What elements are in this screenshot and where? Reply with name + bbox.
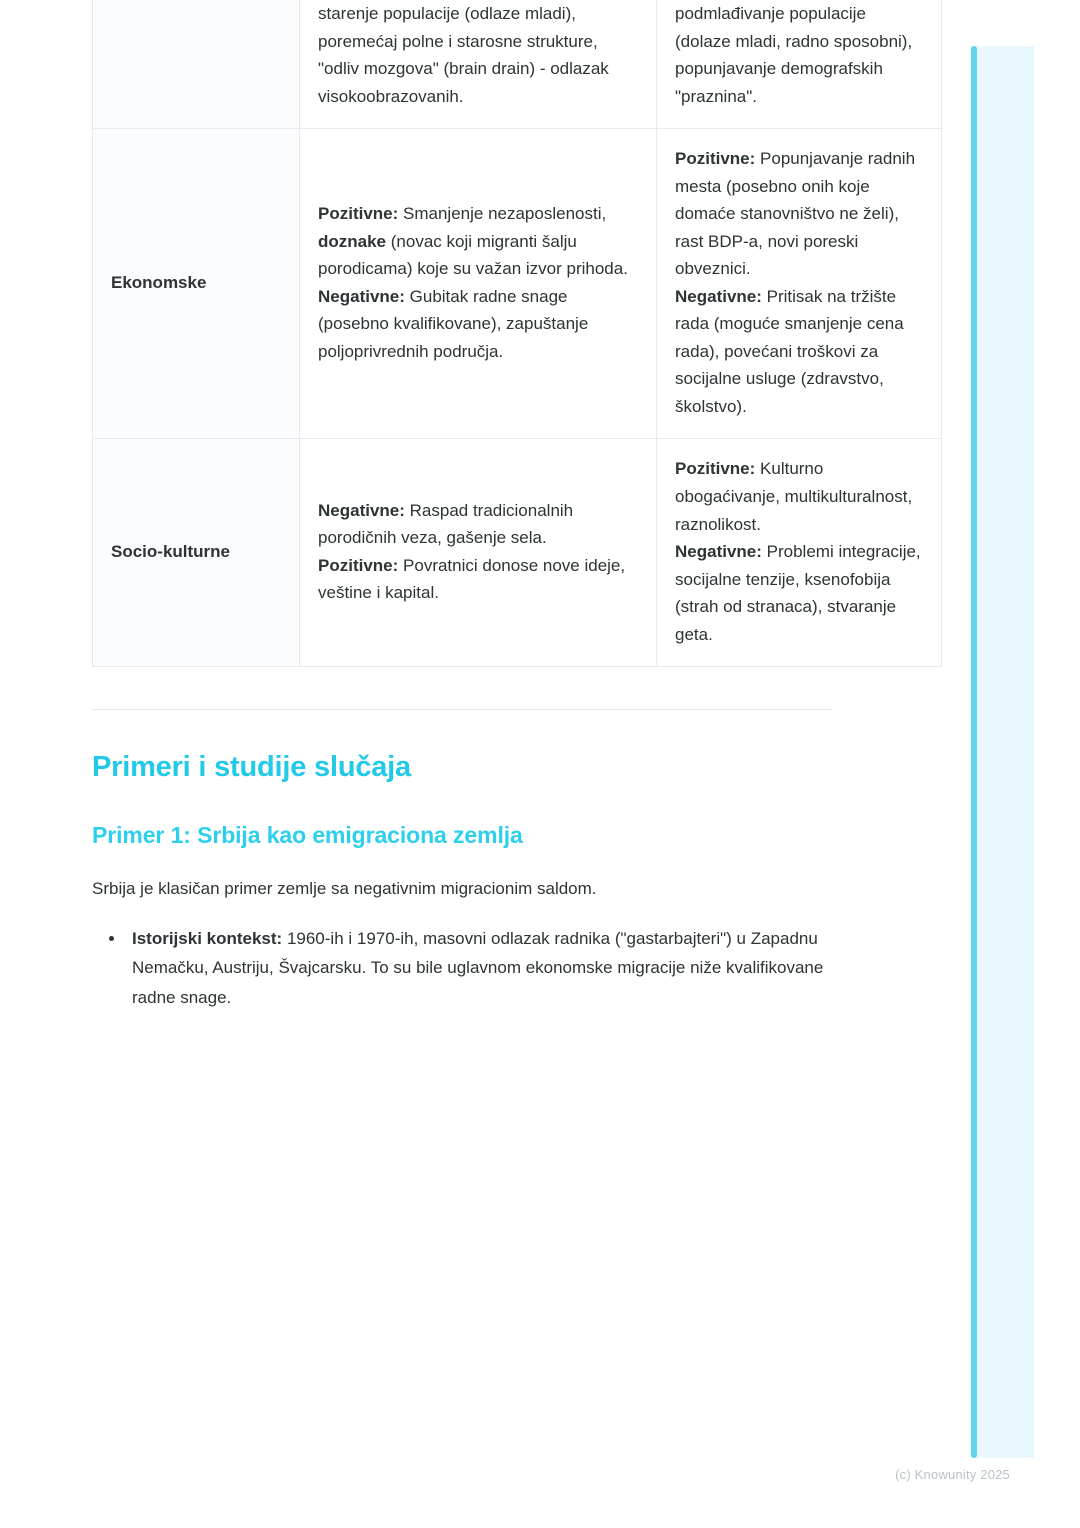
- cell-text: starenje populacije (odlaze mladi), poremećaj polne i starosne strukture, "odliv mozgova" (brain drain) - odlazak visokoobrazovanih.: [318, 4, 609, 106]
- page-title: Primeri i studije slučaja: [92, 751, 411, 784]
- cell-paragraph: [318, 552, 638, 607]
- cell-label: Pozitivne:: [675, 149, 756, 169]
- cell-emigration: [300, 439, 657, 667]
- cell-paragraph: [675, 455, 923, 538]
- row-header-cell: [93, 0, 300, 129]
- cell-paragraph: [318, 283, 638, 366]
- table-row: [93, 0, 942, 129]
- cell-text: Smanjenje nezaposlenosti,: [398, 204, 607, 224]
- subsection-title: Primer 1: Srbija kao emigraciona zemlja: [92, 821, 523, 848]
- cell-label: Negativne:: [675, 542, 762, 562]
- migration-effects-table: [92, 0, 942, 667]
- cell-text: (novac koji migranti šalju porodicama) koje su važan izvor prihoda.: [318, 231, 628, 279]
- cell-text: Pritisak na tržište rada (moguće smanjenje cena rada), povećani troškovi za socijalne usluge (zdravstvo, školstvo).: [675, 286, 904, 416]
- cell-label: Pozitivne:: [318, 204, 399, 224]
- list-item-label: Istorijski kontekst:: [132, 929, 283, 949]
- cell-text: Raspad tradicionalnih porodičnih veza, gašenje sela.: [318, 500, 574, 548]
- cell-text: podmlađivanje populacije (dolaze mladi, radno sposobni), popunjavanje demografskih "praznina".: [675, 4, 913, 106]
- cell-text: Problemi integracije, socijalne tenzije, ksenofobija (strah od stranaca), stvaranje geta.: [675, 542, 921, 644]
- cell-label: Negativne:: [318, 500, 405, 520]
- scrollbar-track[interactable]: [971, 46, 1034, 1458]
- scrollbar-thumb[interactable]: [971, 46, 977, 1458]
- cell-text: Popunjavanje radnih mesta (posebno onih koje domaće stanovništvo ne želi), rast BDP-a, novi poreski obveznici.: [675, 149, 916, 279]
- cell-label: Negativne:: [675, 286, 762, 306]
- list-item: [126, 924, 832, 1012]
- document-content: [92, 0, 921, 1012]
- cell-paragraph: [675, 538, 923, 648]
- cell-label: Pozitivne:: [318, 555, 399, 575]
- section-divider: [92, 709, 832, 710]
- row-header-cell: [93, 129, 300, 439]
- row-header-label: Socio-kulturne: [111, 542, 231, 562]
- cell-text: Gubitak radne snage (posebno kvalifikovane), zapuštanje poljoprivrednih područja.: [318, 286, 589, 361]
- cell-text: Povratnici donose nove ideje, veštine i kapital.: [318, 555, 626, 603]
- cell-text: Kulturno obogaćivanje, multikulturalnost, raznolikost.: [675, 459, 913, 534]
- cell-paragraph: [675, 145, 923, 283]
- row-header-cell: [93, 439, 300, 667]
- cell-label: doznake: [318, 231, 387, 251]
- cell-paragraph: [675, 0, 923, 110]
- cell-paragraph: [318, 0, 638, 110]
- cell-immigration: [657, 439, 942, 667]
- cell-emigration: [300, 129, 657, 439]
- table-body: [93, 0, 942, 667]
- cell-paragraph: [318, 497, 638, 552]
- cell-label: Negativne:: [318, 286, 405, 306]
- table-row: [93, 129, 942, 439]
- watermark: (c) Knowunity 2025: [895, 1467, 1010, 1482]
- cell-paragraph: [675, 283, 923, 421]
- cell-paragraph: [318, 200, 638, 283]
- list-item-text: 1960-ih i 1970-ih, masovni odlazak radnika ("gastarbajteri") u Zapadnu Nemačku, Austriju, Švajcarsku. To su bile uglavnom ekonomske migracije niže kvalifikovane radne snage.: [132, 929, 824, 1007]
- cell-immigration: [657, 129, 942, 439]
- table-row: [93, 439, 942, 667]
- intro-paragraph: Srbija je klasičan primer zemlje sa negativnim migracionim saldom.: [92, 878, 597, 898]
- cell-immigration: [657, 0, 942, 129]
- bullet-list: [92, 924, 832, 1012]
- cell-label: Pozitivne:: [675, 459, 756, 479]
- cell-emigration: [300, 0, 657, 129]
- row-header-label: Ekonomske: [111, 273, 207, 293]
